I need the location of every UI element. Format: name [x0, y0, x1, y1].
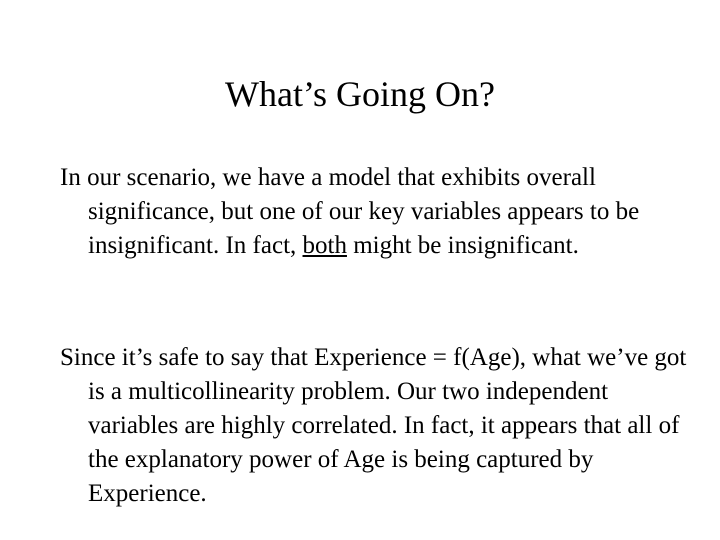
paragraph-scenario: [60, 161, 698, 263]
slide-title: What’s Going On?: [225, 74, 495, 114]
paragraph-scenario-text-end: might be insignificant.: [346, 232, 579, 259]
paragraph-multicollinearity: Since it’s safe to say that Experience = f(Age), what we’ve got is a multicollinearity problem. Our two independent variables are highly correlated. In fact, it appears that all of the explanatory power of Age is being captured by Experience.: [60, 344, 687, 507]
underlined-word: both: [302, 232, 347, 259]
paragraph-scenario-text-start: In our scenario, we have a model that exhibits overall significance, but one of our key variables appears to be insignificant. In fact,: [60, 164, 640, 259]
